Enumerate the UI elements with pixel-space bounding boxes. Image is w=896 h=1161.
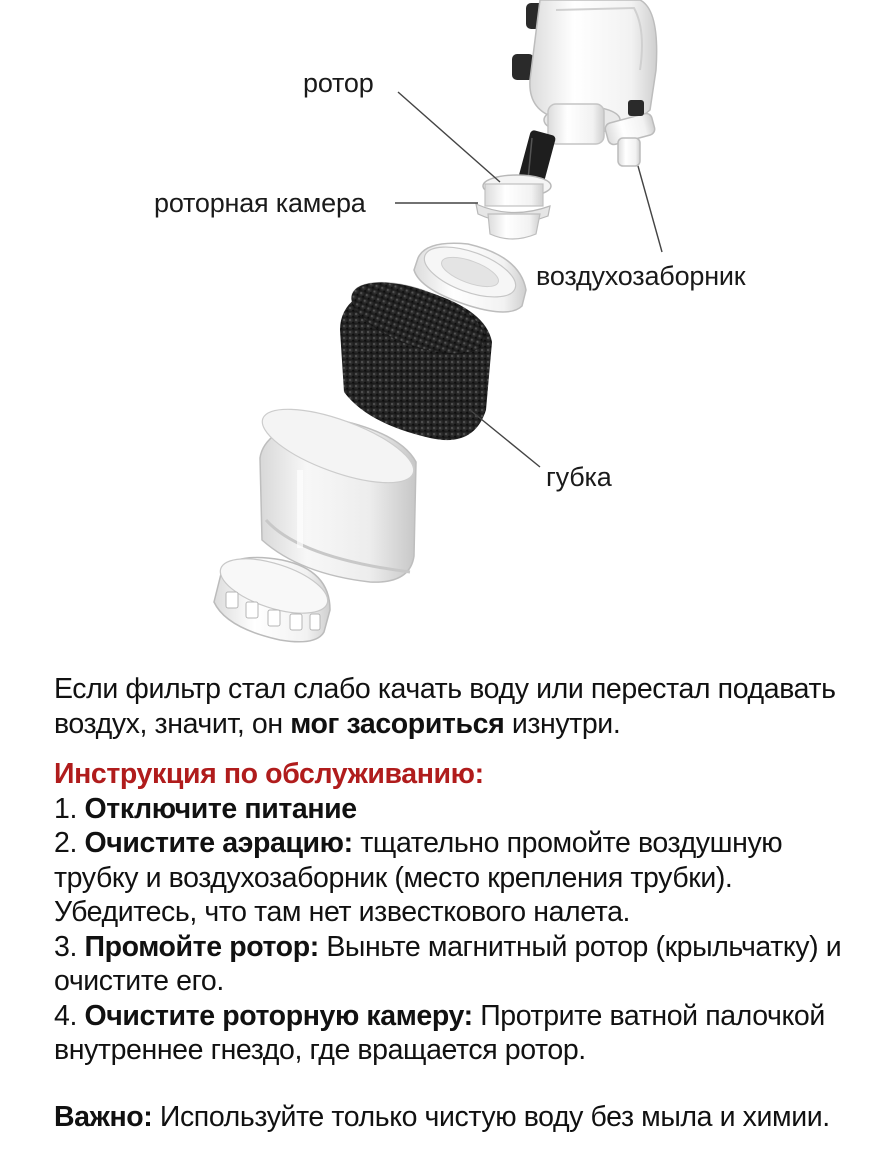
step-number: 1. [54, 792, 85, 825]
note-text: Используйте только чистую воду без мыла и химии. [152, 1100, 830, 1133]
spacer [54, 1068, 864, 1100]
step-2 [54, 826, 864, 930]
label-rotor: ротор [303, 68, 374, 98]
label-sponge: губка [546, 462, 612, 492]
step-text: тщательно промойте воздушную трубку и воздухозаборник (место крепления трубки). Убедитесь, что там нет известкового налета. [54, 827, 783, 928]
step-title: Отключите питание [84, 792, 357, 825]
step-1 [54, 792, 864, 827]
rotor-chamber [476, 175, 551, 239]
label-air-intake: воздухозаборник [536, 261, 746, 291]
instructions-text [54, 672, 864, 1134]
step-text: Выньте магнитный ротор (крыльчатку) и очистите его. [54, 930, 842, 997]
step-number: 2. [54, 827, 85, 859]
label-rotor-chamber: роторная камера [154, 188, 366, 218]
note-label: Важно: [54, 1100, 153, 1133]
instructions-heading: Инструкция по обслуживанию: [54, 758, 484, 790]
step-text: Протрите ватной палочкой внутреннее гнездо, где вращается ротор. [54, 999, 825, 1066]
step-4 [54, 999, 864, 1068]
rotor-leader-line [398, 92, 500, 182]
step-number: 4. [54, 999, 85, 1032]
air-intake-leader-line [638, 166, 662, 252]
step-title: Промойте ротор: [84, 930, 319, 963]
intro-bold: мог засориться [290, 707, 505, 740]
note-paragraph [54, 1100, 864, 1135]
intro-text: Если фильтр стал слабо качать воду или перестал подавать воздух, значит, он [54, 673, 836, 740]
step-number: 3. [54, 930, 85, 963]
sponge-leader-line [470, 410, 540, 467]
intro-paragraph [54, 672, 864, 741]
step-title: Очистите роторную камеру: [84, 999, 473, 1032]
step-title: Очистите аэрацию: [84, 827, 353, 859]
step-3 [54, 930, 864, 999]
intro-text-end: изнутри. [504, 707, 621, 740]
